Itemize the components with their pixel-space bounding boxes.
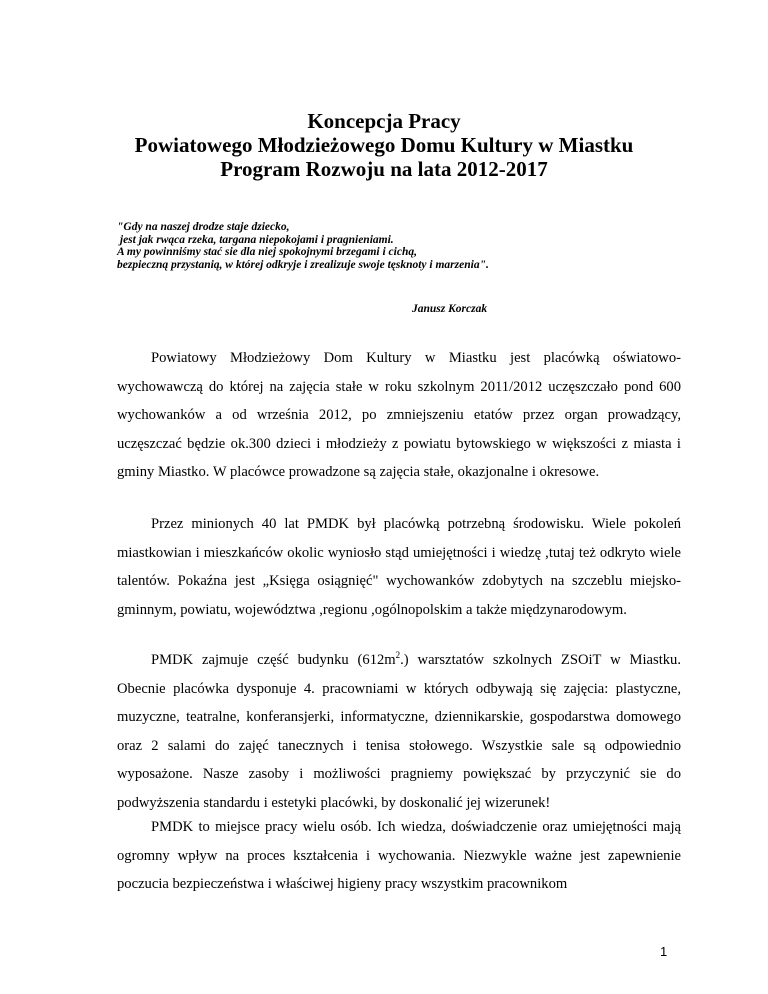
paragraph-3 (117, 646, 681, 817)
quote-line-1: "Gdy na naszej drodze staje dziecko, (117, 221, 290, 233)
page-number: 1 (660, 944, 668, 959)
paragraph-3-text-a: PMDK zajmuje część budynku (612m (151, 652, 396, 668)
paragraph-4-text: PMDK to miejsce pracy wielu osób. Ich wiedza, doświadczenie oraz umiejętności mają ogromny wpływ na proces kształcenia i wychowania. Niezwykle ważne jest zapewnienie poczucia bezpieczeństwa i właściwej higieny pracy wszystkim pracownikom (117, 819, 681, 892)
paragraph-4 (117, 813, 681, 899)
paragraph-2-text: Przez minionych 40 lat PMDK był placówką potrzebną środowisku. Wiele pokoleń miastkowian i mieszkańców okolic wyniosło stąd umiejętności i wiedzę ,tutaj też odkryto wiele talentów. Pokaźna jest „Księga osiągnięć" wychowanków zdobytych na szczeblu miejsko-gminnym, powiatu, województwa ,regionu ,ogólnopolskim a także międzynarodowym. (117, 516, 681, 618)
title-line-1: Koncepcja Pracy (307, 109, 461, 133)
paragraph-3-text-b: .) warsztatów szkolnych ZSOiT w Miastku. Obecnie placówka dysponuje 4. pracowniami w których odbywają się zajęcia: plastyczne, muzyczne, teatralne, konferansjerki, informatyczne, dziennikarskie, gospodarstwa domowego oraz 2 salami do zajęć tanecznych i tenisa stołowego. Wszystkie sale są odpowiednio wyposażone. Nasze zasoby i możliwości pragniemy powiększać by przyczynić sie do podwyższenia standardu i estetyki placówki, by doskonalić jej wizerunek! (117, 652, 681, 811)
quote-author: Janusz Korczak (412, 303, 488, 315)
paragraph-2 (117, 510, 681, 624)
quote-line-3: A my powinniśmy stać sie dla niej spokojnymi brzegami i cichą, (117, 246, 417, 258)
superscript-2: 2 (395, 650, 401, 661)
paragraph-1-text: Powiatowy Młodzieżowy Dom Kultury w Miastku jest placówką oświatowo-wychowawczą do której na zajęcia stałe w roku szkolnym 2011/2012 uczęszczało pond 600 wychowanków a od września 2012, po zmniejszeniu etatów przez organ prowadzący, uczęszczać będzie ok.300 dzieci i młodzieży z powiatu bytowskiego w większości z miasta i gminy Miastko. W placówce prowadzone są zajęcia stałe, okazjonalne i okresowe. (117, 350, 681, 480)
quote-line-2: jest jak rwąca rzeka, targana niepokojami i pragnieniami. (117, 233, 394, 246)
title-line-3: Program Rozwoju na lata 2012-2017 (220, 157, 548, 181)
quote-line-4: bezpieczną przystanią, w której odkryje i zrealizuje swoje tęsknoty i marzenia". (117, 258, 489, 271)
paragraph-1 (117, 344, 681, 487)
title-line-2: Powiatowego Młodzieżowego Domu Kultury w Miastku (134, 133, 634, 157)
